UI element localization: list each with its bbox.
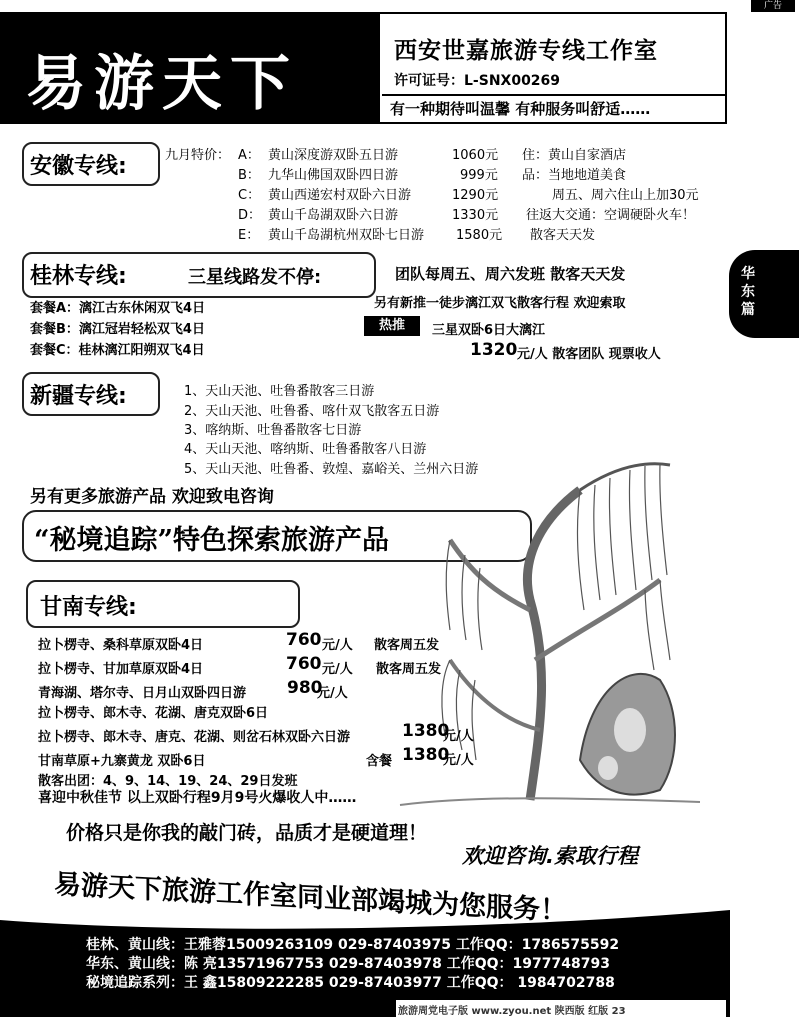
brand-title: 易游天下 xyxy=(26,49,298,119)
company-name: 西安世嘉旅游专线工作室 xyxy=(394,38,658,64)
gannan-promo: 喜迎中秋佳节 以上双卧行程9月9号火爆收人中…… xyxy=(38,790,357,806)
welcome-text: 欢迎咨询.索取行程 xyxy=(462,844,638,868)
contact-line-2: 华东、黄山线：陈 亮13571967753 029-87403978 工作QQ：1977748793 xyxy=(86,956,610,972)
guilin-package-b: 套餐B：漓江冠岩轻松双飞4日 xyxy=(30,322,205,337)
more-products: 另有更多旅游产品 欢迎致电咨询 xyxy=(30,487,274,507)
xinjiang-item-1: 1、天山天池、吐鲁番散客三日游 xyxy=(184,384,375,399)
explore-banner: “秘境追踪”特色探索旅游产品 xyxy=(34,525,390,556)
license-number: 许可证号：L-SNX00269 xyxy=(394,73,561,89)
header xyxy=(0,12,727,124)
gannan-unit-3: 元/人 xyxy=(317,686,348,701)
gannan-note-2: 散客周五发 xyxy=(376,662,442,677)
slogan: 有一种期待叫温馨 有种服务叫舒适…… xyxy=(390,100,651,118)
anhui-price-e: 1580元 xyxy=(456,228,503,243)
anhui-note-c: 周五、周六住山上加30元 xyxy=(552,188,699,203)
gannan-price-2: 760 xyxy=(286,654,322,674)
gannan-unit-1: 元/人 xyxy=(322,638,353,653)
guilin-hot-route: 三星双卧6日大漓江 xyxy=(432,323,546,338)
bottom-bar-text: 旅游周党电子版 www.zyou.net 陕西版 红版 23 xyxy=(398,1006,626,1017)
guilin-hot-price-unit: 元/人 散客团队 现票收人 xyxy=(517,347,661,362)
anhui-note-d: 往返大交通：空调硬卧火车！ xyxy=(526,208,696,223)
contact-line-3: 秘境追踪系列：王 鑫15809222285 029-87403977 工作QQ： 1984702788 xyxy=(86,975,615,991)
anhui-key-b: B： xyxy=(238,168,260,183)
gannan-note-1: 散客周五发 xyxy=(374,638,440,653)
gannan-unit-6: 元/人 xyxy=(443,753,474,768)
anhui-price-c: 1290元 xyxy=(452,188,499,203)
anhui-route-b: 九华山佛国双卧四日游 xyxy=(268,168,399,183)
guilin-package-a: 套餐A：漓江古东休闲双飞4日 xyxy=(30,301,206,316)
anhui-key-a: A： xyxy=(238,148,260,163)
guilin-hot-price: 1320 xyxy=(470,340,518,360)
service-slogan: 易游天下旅游工作室同业部竭城为您服务！ xyxy=(54,869,567,927)
gannan-route-2: 拉卜楞寺、甘加草原双卧4日 xyxy=(38,662,204,677)
xinjiang-item-2: 2、天山天池、吐鲁番、喀什双飞散客五日游 xyxy=(184,404,440,419)
guilin-package-c: 套餐C：桂林漓江阳朔双飞4日 xyxy=(30,343,205,358)
anhui-route-e: 黄山千岛湖杭州双卧七日游 xyxy=(268,228,425,243)
anhui-route-c: 黄山西递宏村双卧六日游 xyxy=(268,188,412,203)
anhui-title: 安徽专线: xyxy=(30,154,127,179)
anhui-prefix: 九月特价： xyxy=(165,148,231,163)
hot-badge: 热推 xyxy=(364,316,420,336)
gannan-route-1: 拉卜楞寺、桑科草原双卧4日 xyxy=(38,638,204,653)
gannan-route-5: 拉卜楞寺、郎木寺、唐克、花湖、则岔石林双卧六日游 xyxy=(38,730,351,745)
gannan-route-6: 甘南草原+九寨黄龙 双卧6日 xyxy=(38,754,206,769)
gannan-price-1: 760 xyxy=(286,630,322,650)
anhui-route-d: 黄山千岛湖双卧六日游 xyxy=(268,208,399,223)
anhui-price-b: 999元 xyxy=(460,168,498,183)
anhui-price-a: 1060元 xyxy=(452,148,499,163)
gannan-price-6: 1380 xyxy=(402,745,450,765)
anhui-key-e: E： xyxy=(238,228,260,243)
gannan-unit-5: 元/人 xyxy=(443,729,474,744)
gannan-unit-2: 元/人 xyxy=(322,662,353,677)
xinjiang-item-5: 5、天山天池、吐鲁番、敦煌、嘉峪关、兰州六日游 xyxy=(184,462,479,477)
gannan-route-3: 青海湖、塔尔寺、日月山双卧四日游 xyxy=(38,686,247,701)
anhui-note-a: 住：黄山自家酒店 xyxy=(522,148,627,163)
motto: 价格只是你我的敲门砖，品质才是硬道理！ xyxy=(66,822,428,844)
guilin-title: 桂林专线: xyxy=(30,264,127,289)
contact-line-1: 桂林、黄山线：王雅蓉15009263109 029-87403975 工作QQ：1786575592 xyxy=(86,937,620,953)
guilin-team-schedule: 团队每周五、周六发班 散客天天发 xyxy=(395,265,626,283)
side-tab-label: 华东篇 xyxy=(741,266,755,318)
gannan-price-5: 1380 xyxy=(402,721,450,741)
gannan-route-4: 拉卜楞寺、郎木寺、花湖、唐克双卧6日 xyxy=(38,706,269,721)
gannan-title: 甘南专线: xyxy=(40,595,137,620)
anhui-key-c: C： xyxy=(238,188,261,203)
xinjiang-item-3: 3、喀纳斯、吐鲁番散客七日游 xyxy=(184,423,362,438)
guilin-extra: 另有新推一徒步漓江双飞散客行程 欢迎索取 xyxy=(374,296,626,311)
xinjiang-title: 新疆专线: xyxy=(30,384,127,409)
anhui-key-d: D： xyxy=(238,208,262,223)
gannan-dates: 散客出团：4、9、14、19、24、29日发班 xyxy=(38,774,298,789)
xinjiang-item-4: 4、天山天池、喀纳斯、吐鲁番散客八日游 xyxy=(184,442,427,457)
guilin-subtitle: 三星线路发不停: xyxy=(188,267,322,288)
gannan-price-3: 980 xyxy=(287,678,323,698)
anhui-price-d: 1330元 xyxy=(452,208,499,223)
gannan-note-6: 含餐 xyxy=(366,754,393,769)
ad-tag: 广告 xyxy=(751,0,795,12)
anhui-route-a: 黄山深度游双卧五日游 xyxy=(268,148,399,163)
anhui-note-b: 品：当地地道美食 xyxy=(522,168,627,183)
anhui-note-e: 散客天天发 xyxy=(530,228,596,243)
